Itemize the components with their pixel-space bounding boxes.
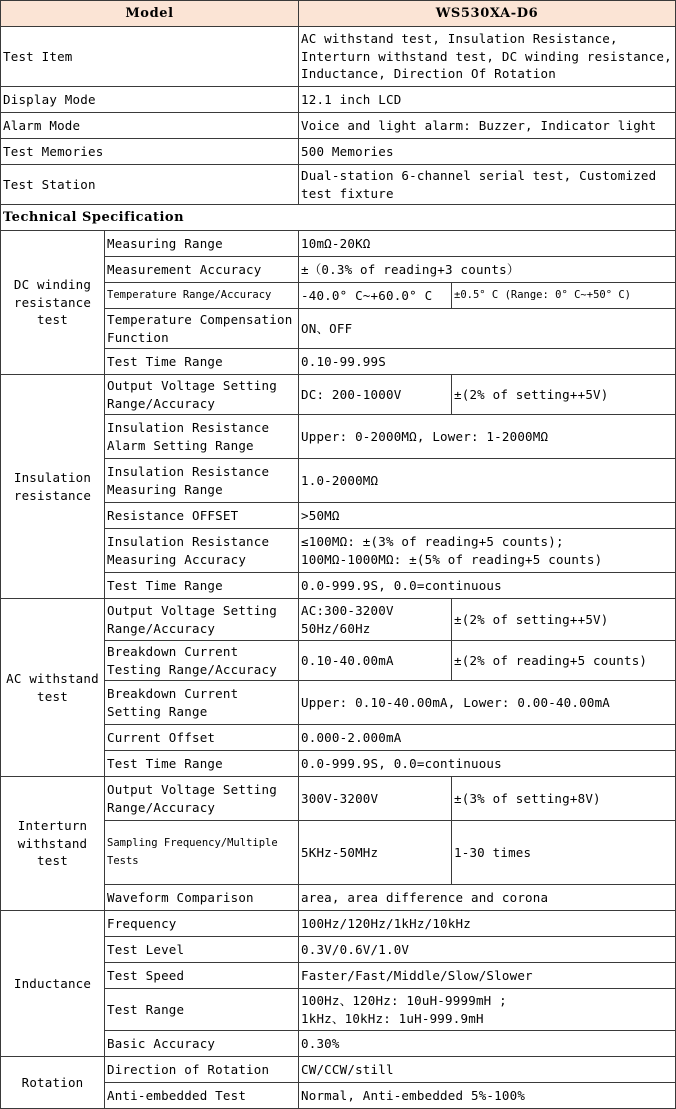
test-station-label: Test Station bbox=[1, 165, 299, 205]
display-mode-value: 12.1 inch LCD bbox=[299, 87, 676, 113]
dc-test-time-label: Test Time Range bbox=[105, 349, 299, 375]
it-sampling-times: 1-30 times bbox=[452, 821, 676, 885]
ac-breakdown-range-label: Breakdown Current Testing Range/Accuracy bbox=[105, 641, 299, 681]
ac-output-voltage-label: Output Voltage Setting Range/Accuracy bbox=[105, 599, 299, 641]
ir-offset-value: >50MΩ bbox=[299, 503, 676, 529]
rot-row-direction bbox=[1, 1057, 676, 1083]
ir-alarm-range-label: Insulation Resistance Alarm Setting Range bbox=[105, 415, 299, 459]
dc-temperature-label: Temperature Range/Accuracy bbox=[105, 283, 299, 309]
ir-test-time-value: 0.0-999.9S, 0.0=continuous bbox=[299, 573, 676, 599]
rot-direction-label: Direction of Rotation bbox=[105, 1057, 299, 1083]
ir-test-time-label: Test Time Range bbox=[105, 573, 299, 599]
ac-breakdown-setting-label: Breakdown Current Setting Range bbox=[105, 681, 299, 725]
row-test-station bbox=[1, 165, 676, 205]
row-alarm-mode bbox=[1, 113, 676, 139]
it-sampling-label: Sampling Frequency/Multiple Tests bbox=[105, 821, 299, 885]
ac-group-label: AC withstand test bbox=[1, 599, 105, 777]
dc-test-time-value: 0.10-99.99S bbox=[299, 349, 676, 375]
dc-measuring-range-value: 10mΩ-20KΩ bbox=[299, 231, 676, 257]
ind-test-range-line2: 1kHz、10kHz: 1uH-999.9mH bbox=[301, 1010, 484, 1026]
ac-breakdown-setting-value: Upper: 0.10-40.00mA, Lower: 0.00-40.00mA bbox=[299, 681, 676, 725]
it-output-voltage-range: 300V-3200V bbox=[299, 777, 452, 821]
dc-temp-comp-label: Temperature Compensation Function bbox=[105, 309, 299, 349]
ind-basic-accuracy-label: Basic Accuracy bbox=[105, 1031, 299, 1057]
test-item-label: Test Item bbox=[1, 27, 299, 87]
ind-frequency-label: Frequency bbox=[105, 911, 299, 937]
dc-group-label: DC winding resistance test bbox=[1, 231, 105, 375]
row-display-mode bbox=[1, 87, 676, 113]
it-group-label: Interturn withstand test bbox=[1, 777, 105, 911]
dc-measuring-range-label: Measuring Range bbox=[105, 231, 299, 257]
ind-group-label: Inductance bbox=[1, 911, 105, 1057]
dc-accuracy-value: ±（0.3% of reading+3 counts） bbox=[299, 257, 676, 283]
ir-output-voltage-label: Output Voltage Setting Range/Accuracy bbox=[105, 375, 299, 415]
ind-test-level-label: Test Level bbox=[105, 937, 299, 963]
alarm-mode-value: Voice and light alarm: Buzzer, Indicator light bbox=[299, 113, 676, 139]
dc-temperature-accuracy: ±0.5° C (Range: 0° C~+50° C) bbox=[452, 283, 676, 309]
section-title: Technical Specification bbox=[1, 205, 676, 231]
dc-row-measuring-range bbox=[1, 231, 676, 257]
section-row bbox=[1, 205, 676, 231]
model-label: Model bbox=[1, 1, 299, 27]
ind-test-range-line1: 100Hz、120Hz: 10uH-9999mH ; bbox=[301, 993, 507, 1008]
ac-breakdown-range-accuracy: ±(2% of reading+5 counts) bbox=[452, 641, 676, 681]
ac-current-offset-value: 0.000-2.000mA bbox=[299, 725, 676, 751]
it-output-voltage-label: Output Voltage Setting Range/Accuracy bbox=[105, 777, 299, 821]
ac-test-time-label: Test Time Range bbox=[105, 751, 299, 777]
ir-group-label: Insulation resistance bbox=[1, 375, 105, 599]
ac-output-voltage-range-line1: AC:300-3200V bbox=[301, 603, 394, 618]
model-value: WS530XA-D6 bbox=[299, 1, 676, 27]
it-row-output-voltage bbox=[1, 777, 676, 821]
ir-row-output-voltage bbox=[1, 375, 676, 415]
alarm-mode-label: Alarm Mode bbox=[1, 113, 299, 139]
dc-temperature-range: -40.0° C~+60.0° C bbox=[299, 283, 452, 309]
ir-output-voltage-accuracy: ±(2% of setting++5V) bbox=[452, 375, 676, 415]
ir-accuracy-line1: ≤100MΩ: ±(3% of reading+5 counts); bbox=[301, 534, 564, 549]
it-waveform-label: Waveform Comparison bbox=[105, 885, 299, 911]
ac-output-voltage-range bbox=[299, 599, 452, 641]
dc-accuracy-label: Measurement Accuracy bbox=[105, 257, 299, 283]
ind-test-range-label: Test Range bbox=[105, 989, 299, 1031]
display-mode-label: Display Mode bbox=[1, 87, 299, 113]
rot-anti-embedded-label: Anti-embedded Test bbox=[105, 1083, 299, 1109]
ind-test-range-value bbox=[299, 989, 676, 1031]
rot-group-label: Rotation bbox=[1, 1057, 105, 1109]
rot-anti-embedded-value: Normal, Anti-embedded 5%-100% bbox=[299, 1083, 676, 1109]
ind-test-speed-value: Faster/Fast/Middle/Slow/Slower bbox=[299, 963, 676, 989]
test-memories-value: 500 Memories bbox=[299, 139, 676, 165]
ind-basic-accuracy-value: 0.30% bbox=[299, 1031, 676, 1057]
ac-output-voltage-accuracy: ±(2% of setting++5V) bbox=[452, 599, 676, 641]
ac-row-output-voltage bbox=[1, 599, 676, 641]
it-waveform-value: area, area difference and corona bbox=[299, 885, 676, 911]
ind-frequency-value: 100Hz/120Hz/1kHz/10kHz bbox=[299, 911, 676, 937]
row-test-item bbox=[1, 27, 676, 87]
ir-measuring-range-label: Insulation Resistance Measuring Range bbox=[105, 459, 299, 503]
ir-offset-label: Resistance OFFSET bbox=[105, 503, 299, 529]
test-station-value: Dual-station 6-channel serial test, Customized test fixture bbox=[299, 165, 676, 205]
ac-test-time-value: 0.0-999.9S, 0.0=continuous bbox=[299, 751, 676, 777]
ir-accuracy-label: Insulation Resistance Measuring Accuracy bbox=[105, 529, 299, 573]
ind-test-speed-label: Test Speed bbox=[105, 963, 299, 989]
it-output-voltage-accuracy: ±(3% of setting+8V) bbox=[452, 777, 676, 821]
ac-output-voltage-range-line2: 50Hz/60Hz bbox=[301, 620, 371, 636]
ir-output-voltage-range: DC: 200-1000V bbox=[299, 375, 452, 415]
ind-row-frequency bbox=[1, 911, 676, 937]
rot-direction-value: CW/CCW/still bbox=[299, 1057, 676, 1083]
ir-measuring-range-value: 1.0-2000MΩ bbox=[299, 459, 676, 503]
ir-alarm-range-value: Upper: 0-2000MΩ, Lower: 1-2000MΩ bbox=[299, 415, 676, 459]
row-test-memories bbox=[1, 139, 676, 165]
test-memories-label: Test Memories bbox=[1, 139, 299, 165]
ind-test-level-value: 0.3V/0.6V/1.0V bbox=[299, 937, 676, 963]
ir-accuracy-value bbox=[299, 529, 676, 573]
dc-temp-comp-value: ON、OFF bbox=[299, 309, 676, 349]
ac-breakdown-range-value: 0.10-40.00mA bbox=[299, 641, 452, 681]
header-row bbox=[1, 1, 676, 27]
ir-accuracy-line2: 100MΩ-1000MΩ: ±(5% of reading+5 counts) bbox=[301, 551, 603, 567]
it-sampling-range: 5KHz-50MHz bbox=[299, 821, 452, 885]
ac-current-offset-label: Current Offset bbox=[105, 725, 299, 751]
test-item-value: AC withstand test, Insulation Resistance, Interturn withstand test, DC winding resistance, Inductance, Direction Of Rotation bbox=[299, 27, 676, 87]
